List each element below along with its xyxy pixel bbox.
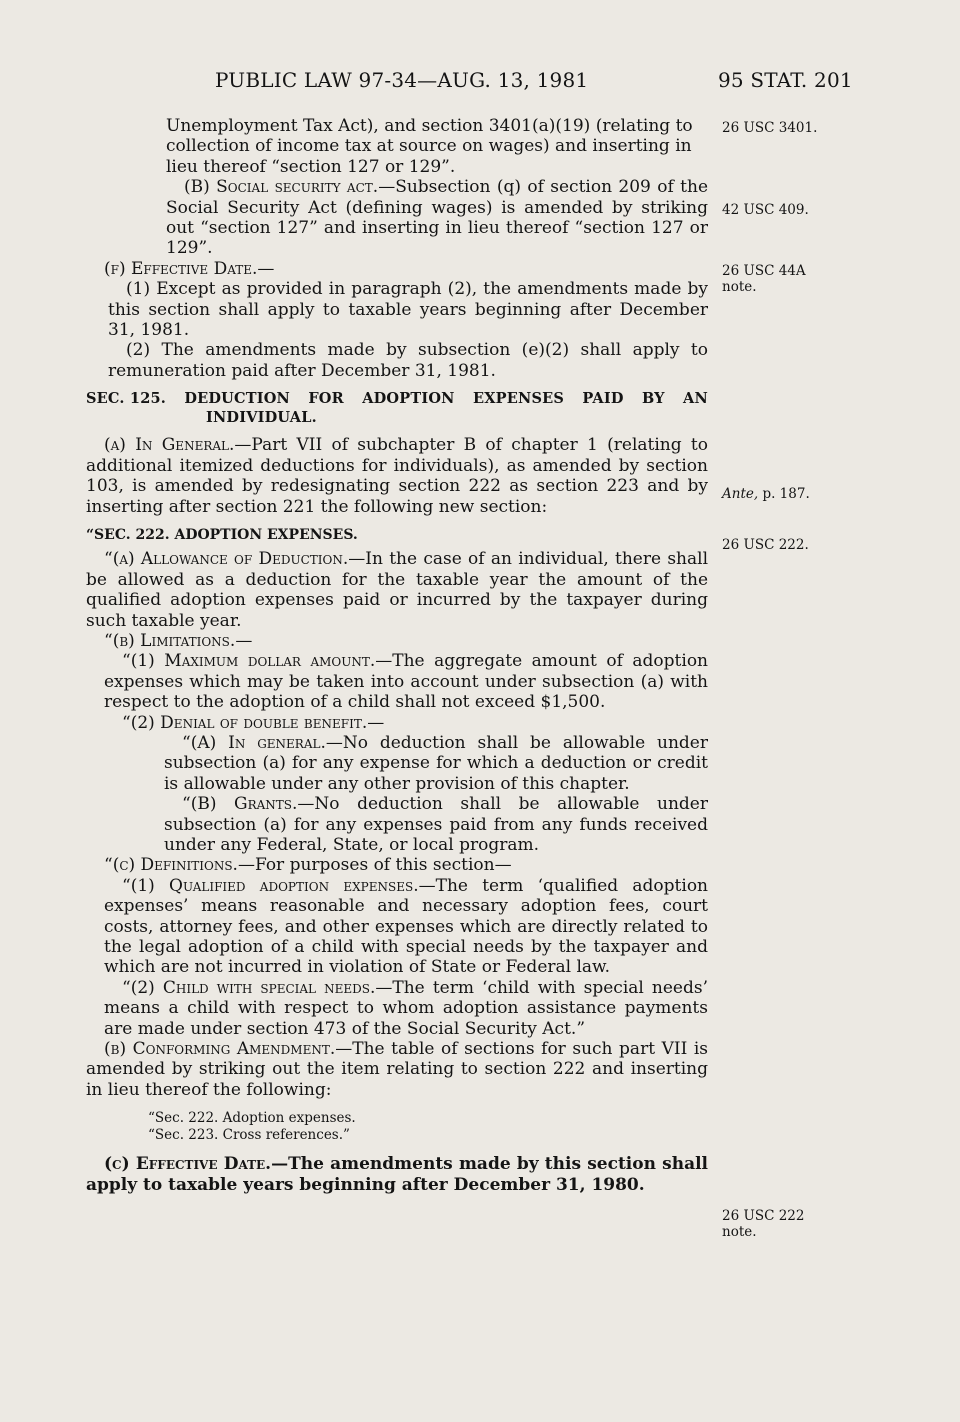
section-125-number: SEC. 125. [86, 390, 167, 408]
section-125-heading-line2: INDIVIDUAL. [206, 409, 317, 427]
heading-grants: “(B) Grants. [182, 794, 298, 815]
para-p1-line3: lieu thereof “section 127 or 129”. [166, 156, 456, 177]
toc-sec-223: “Sec. 223. Cross references.” [148, 1127, 350, 1144]
margin-note-42usc409: 42 USC 409. [722, 202, 809, 218]
margin-note-ante: Ante, [722, 486, 759, 502]
heading-maximum-dollar-amount: “(1) Maximum dollar amount. [122, 651, 376, 672]
text-maximum-dollar-amount: —The aggregate amount of adoption expenses which may be taken into account under subsection (a) with respect to the adoption of a child shall not exceed $1,500. [104, 651, 708, 713]
heading-effective-date-f: (f) Effective Date. [104, 258, 258, 279]
para-p1-line2: collection of income tax at source on wages) and inserting in [166, 136, 692, 157]
text-conforming-amendment: —The table of sections for such part VII is amended by striking out the item relating to section 222 and inserting in lieu thereof the following: [86, 1039, 708, 1100]
para-effective-2: (2) The amendments made by subsection (e)(2) shall apply to remuneration paid after December 31, 1981. [108, 340, 708, 381]
text-in-general-a: —Part VII of subchapter B of chapter 1 (relating to additional itemized deductions for individuals), as amended by section 103, is amended by redesignating section 222 as section 223 and by inserting after section 221 the following new section: [86, 435, 708, 517]
margin-note-26usc222-line1: 26 USC 222 [722, 1208, 805, 1224]
para-effective-1: (1) Except as provided in paragraph (2), the amendments made by this section shall apply to taxable years beginning after December 31, 1981. [108, 279, 708, 341]
para-effective-date-c [86, 1154, 708, 1195]
text-effective-date-c: —The amendments made by this section shall apply to taxable years beginning after December 31, 1980. [86, 1154, 708, 1195]
spacer-toc-bottom [86, 1144, 708, 1154]
header-stat-page: 95 STAT. 201 [718, 68, 853, 92]
para-definitions [86, 855, 708, 875]
para-effective-date-f [86, 259, 708, 279]
para-qualified-adoption-expenses [86, 876, 708, 978]
para-grants [86, 794, 708, 855]
margin-note-26usc44a-line2: note. [722, 279, 757, 295]
para-maximum-dollar-amount [86, 651, 708, 712]
margin-note-26usc44a [722, 263, 806, 295]
section-125-heading-line1 [86, 389, 708, 408]
text-allowance-of-deduction: —In the case of an individual, there shall be allowed as a deduction for the taxable year the amount of the qualified adoption expenses paid or incurred by the taxpayer during such taxable year. [86, 549, 709, 631]
para-social-security-act [86, 177, 708, 259]
margin-note-26usc44a-line1: 26 USC 44A [722, 263, 806, 279]
heading-social-security-act: (B) Social security act. [184, 177, 379, 198]
para-p1-line1: Unemployment Tax Act), and section 3401(a)(19) (relating to [166, 116, 693, 136]
text-in-general-A: —No deduction shall be allowable under subsection (a) for any expense for which a deduction or credit is allowable under any other provision of this chapter. [164, 732, 708, 794]
section-125-word7: AN [683, 390, 708, 408]
para-limitations [86, 631, 708, 651]
section-125-word4: EXPENSES [472, 390, 565, 408]
margin-note-26usc222-line2: note. [722, 1224, 757, 1240]
heading-conforming-amendment: (b) Conforming Amendment. [104, 1039, 336, 1060]
text-child-with-special-needs: —The term ‘child with special needs’ means a child with respect to whom adoption assistance payments are made under section 473 of the Social Security Act.” [104, 977, 709, 1039]
para-denial-double-benefit [86, 713, 708, 733]
section-125-word5: PAID [582, 390, 624, 408]
header-law-title: PUBLIC LAW 97-34—AUG. 13, 1981 [215, 68, 589, 92]
para-in-general-a [86, 435, 708, 517]
heading-effective-date-c: (c) Effective Date. [104, 1154, 272, 1175]
section-222-heading: “SEC. 222. ADOPTION EXPENSES. [86, 526, 358, 543]
text-qualified-adoption-expenses: —The term ‘qualified adoption expenses’ means reasonable and necessary adoption fees, court costs, attorney fees, and other expenses which are directly related to the legal adoption of a child with special needs by the taxpayer and which are not incurred in violation of State or Federal law. [104, 875, 709, 978]
text-grants: —No deduction shall be allowable under subsection (a) for any expenses paid from any funds received under any Federal, State, or local program. [164, 794, 708, 855]
heading-denial-double-benefit: “(2) Denial of double benefit. [122, 712, 368, 733]
heading-limitations: “(b) Limitations. [104, 630, 236, 651]
para-child-with-special-needs [86, 978, 708, 1039]
para-conforming-amendment [86, 1039, 708, 1100]
section-125-word3: ADOPTION [362, 390, 455, 408]
heading-child-with-special-needs: “(2) Child with special needs. [122, 977, 376, 998]
toc-sec-222: “Sec. 222. Adoption expenses. [148, 1110, 356, 1127]
text-definitions: —For purposes of this section— [237, 855, 512, 876]
para-in-general-A [86, 733, 708, 794]
heading-definitions: “(c) Definitions. [104, 855, 238, 876]
text-social-security-act: —Subsection (q) of section 209 of the Social Security Act (defining wages) is amended by striking out “section 127” and inserting in lieu thereof “section 127 or 129”. [166, 177, 709, 259]
text-effective-date-f: — [257, 258, 275, 279]
text-limitations: — [235, 630, 253, 651]
heading-allowance-of-deduction: “(a) Allowance of Deduction. [104, 549, 349, 570]
margin-note-page-ref: p. 187. [758, 486, 810, 502]
text-denial-double-benefit: — [367, 712, 385, 733]
margin-note-26usc222: 26 USC 222. [722, 537, 809, 553]
heading-in-general-A: “(A) In general. [182, 732, 326, 753]
heading-in-general-a: (a) In General. [104, 435, 235, 456]
heading-qualified-adoption-expenses: “(1) Qualified adoption expenses. [122, 875, 419, 896]
spacer-toc-top [86, 1100, 708, 1110]
margin-note-26usc222-note [722, 1208, 804, 1240]
margin-note-26usc3401: 26 USC 3401. [722, 120, 818, 136]
section-125-heading [86, 389, 708, 427]
para-allowance-of-deduction [86, 549, 708, 631]
document-body [86, 116, 708, 1195]
page-header [0, 68, 960, 98]
margin-note-ante-p187 [722, 486, 810, 502]
section-125-word2: FOR [308, 390, 344, 408]
section-125-word6: BY [641, 390, 665, 408]
section-125-word1: DEDUCTION [184, 390, 290, 408]
